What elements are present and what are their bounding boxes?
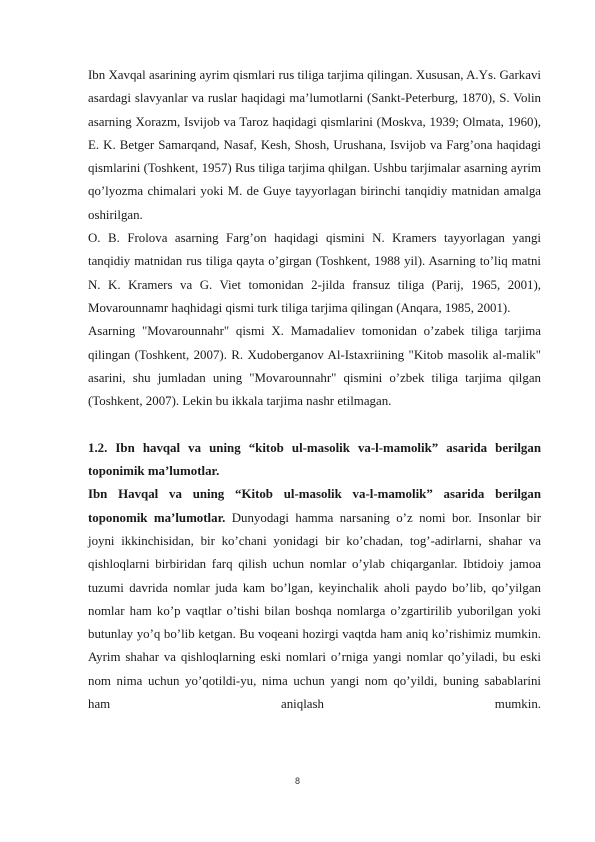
paragraph-translations-intro: Ibn Xavqal asarining ayrim qismlari rus tiliga tarjima qilingan. Xususan, A.Ys. Garkavi asardagi slavyanlar va ruslar haqidagi ma’lumotlarni (Sankt-Peterburg, 1870), S. Volin asarning Xorazm, Isvijob va Taroz haqidagi qismlarini (Moskva, 1939; Olmata, 1960), E. K. Betger Samarqand, Nasaf, Kesh, Shosh, Urushana, Isvijob va Farg’ona haqidagi qismlarini (Toshkent, 1957) Rus tiliga tarjima qhilgan. Ushbu tarjimalar asarning ayrim qo’lyozma chimalari yoki M. de Guye tayyorlagan birinchi tanqidiy matnidan amalga oshirilgan.	[88, 68, 541, 222]
blank-line	[88, 413, 541, 436]
paragraph-toponymic-info	[88, 483, 541, 716]
paragraph-movarounnahr-translation: Asarning "Movarounnahr" qismi X. Mamadaliev tomonidan o’zabek tiliga tarjima qilingan (Toshkent, 2007). R. Xudoberganov Al-Istaxriining "Kitob masolik al-malik" asarini, shu jumladan uning "Movarounnahr" qismini o’zbek tiliga tarjima qilgan (Toshkent, 2007). Lekin bu ikkala tarjima nashr etilmagan.	[88, 324, 541, 409]
paragraph-body-text: Dunyodagi hamma narsaning o’z nomi bor. Insonlar bir joyni ikkinchisidan, bir ko’chani yonidagi bir ko’chadan, tog’-adirlarni, shahar va qishloqlarni birbiridan farq qilish uchun nomlar o’ylab chiqarganlar. Ibtidoiy jamoa tuzumi davrida nomlar juda kam bo’lgan, keyinchalik aholi paydo bo’lib, qo’yilgan nomlar ham ko’p vaqtlar o’tishi bilan boshqa nomlarga o’zgartirilib yuborilgan yoki butunlay yo’q bo’lib ketgan. Bu voqeani hozirgi vaqtda ham aniq ko’rishimiz mumkin. Ayrim shahar va qishloqlarning eski nomlari o’rniga yangi nomlar qo’yiladi, bu eski nom nima uchun yo’qotildi-yu, nima uchun yangi nom qo’yildi, buning sabablarini ham aniqlash mumkin.	[88, 510, 541, 712]
page-number: 8	[294, 776, 300, 786]
document-page	[88, 64, 541, 716]
section-heading: 1.2. Ibn havqal va uning “kitob ul-masolik va-l-mamolik” asarida berilgan toponimik ma’lumotlar.	[88, 440, 541, 479]
paragraph-frolova-translation: O. B. Frolova asarning Farg’on haqidagi qismini N. Kramers tayyorlagan yangi tanqidiy matnidan rus tiliga qayta o’girgan (Toshkent, 1988 yil). Asarning to’liq matni N. K. Kramers va G. Viet tomonidan 2-jilda fransuz tiliga (Parij, 1965, 2001), Movarounnamr haqhidagi qismi turk tiliga tarjima qilingan (Anqara, 1985, 2001).	[88, 231, 541, 315]
paragraph-bold-lead: Ibn Havqal va uning “Kitob ul-masolik va-l-mamolik” asarida berilgan toponomik ma’lumotlar.	[88, 487, 541, 525]
